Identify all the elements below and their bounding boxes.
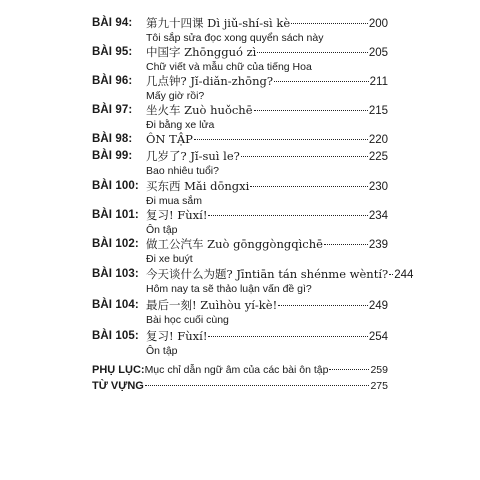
toc-entry-line <box>92 297 388 313</box>
dot-leader <box>145 385 370 386</box>
lesson-title: 第九十四课 Dì jiǔ-shí-sì kè <box>146 16 291 30</box>
toc-entry[interactable] <box>92 148 388 178</box>
lesson-subtitle: Ôn tập <box>146 345 178 357</box>
page-number: 211 <box>369 76 388 88</box>
lesson-subtitle: Đi mua sắm <box>146 195 203 207</box>
lesson-number: BÀI 99: <box>92 150 133 162</box>
toc-entry-line <box>92 178 388 194</box>
dot-leader <box>250 186 367 187</box>
lesson-title: ÔN TẬP <box>146 132 193 146</box>
dot-leader <box>291 23 368 24</box>
dot-leader <box>208 336 367 337</box>
lesson-subtitle: Mấy giờ rồi? <box>146 90 205 102</box>
lesson-title-row <box>146 102 388 119</box>
toc-entry-line <box>92 266 414 282</box>
dot-leader <box>324 244 368 245</box>
toc-entry[interactable] <box>92 266 414 296</box>
page-number: 275 <box>370 380 388 392</box>
toc-entry-line <box>92 102 388 118</box>
toc-entry-line <box>92 15 388 31</box>
toc-entry-line <box>92 328 388 344</box>
page-number: 205 <box>368 47 388 59</box>
dot-leader <box>254 110 368 111</box>
toc-entry[interactable] <box>92 328 388 358</box>
lesson-title-row <box>146 207 388 224</box>
toc-entry[interactable] <box>92 131 388 147</box>
toc-entry-line <box>92 207 388 223</box>
lesson-title-row <box>146 15 388 32</box>
dot-leader <box>274 81 369 82</box>
lesson-title-row <box>146 178 388 195</box>
page-number: 259 <box>370 364 388 376</box>
lesson-title-row <box>146 236 388 253</box>
page-number: 249 <box>368 300 388 312</box>
lesson-title-row <box>146 148 388 165</box>
dot-leader <box>241 156 368 157</box>
lesson-title-row <box>146 266 414 283</box>
dot-leader <box>329 369 369 370</box>
toc-entry[interactable] <box>92 236 388 266</box>
lesson-title-row <box>146 328 388 345</box>
page-number: 254 <box>368 331 388 343</box>
lesson-number: BÀI 100: <box>92 180 139 192</box>
toc-entry[interactable] <box>92 178 388 208</box>
lesson-subtitle: Đi bằng xe lửa <box>146 119 215 131</box>
toc-entry-line <box>92 131 388 147</box>
lesson-number: BÀI 101: <box>92 209 139 221</box>
dot-leader <box>208 215 367 216</box>
toc-entry[interactable] <box>92 15 388 45</box>
page-number: 200 <box>368 18 388 30</box>
lesson-subtitle: Ôn tập <box>146 224 178 236</box>
lesson-subtitle: Hôm nay ta sẽ thảo luận vấn đề gì? <box>146 283 312 295</box>
appendix-entry[interactable] <box>92 362 388 378</box>
lesson-title: 今天谈什么为题? Jīntiān tán shénme wèntí? <box>146 267 389 281</box>
lesson-title: 买东西 Mǎi dōngxi <box>146 179 250 193</box>
dot-leader <box>257 52 367 53</box>
lesson-title: 复习! Fùxí! <box>146 329 208 343</box>
dot-leader <box>389 274 393 275</box>
lesson-title: 复习! Fùxí! <box>146 208 208 222</box>
page-number: 225 <box>368 151 388 163</box>
section-description: Mục chỉ dẫn ngữ âm của các bài ôn tập <box>144 364 329 376</box>
vocabulary-entry[interactable] <box>92 378 388 394</box>
lesson-title: 坐火车 Zuò huǒchē <box>146 103 253 117</box>
lesson-title: 几岁了? Jǐ-suì le? <box>146 149 240 163</box>
page-number: 215 <box>368 105 388 117</box>
toc-entry-line <box>92 236 388 252</box>
lesson-subtitle: Chữ viết và mẫu chữ của tiếng Hoa <box>146 61 312 73</box>
section-label: PHỤ LỤC: <box>92 364 145 376</box>
lesson-subtitle: Đi xe buýt <box>146 253 193 265</box>
lesson-number: BÀI 94: <box>92 17 133 29</box>
lesson-number: BÀI 105: <box>92 330 139 342</box>
toc-entry-line <box>92 148 388 164</box>
lesson-title-row <box>146 44 388 61</box>
toc-entry[interactable] <box>92 44 388 74</box>
lesson-title: 几点钟? Jǐ-diǎn-zhōng? <box>146 74 274 88</box>
lesson-title-row <box>146 131 388 148</box>
section-label: TỪ VỰNG <box>92 380 144 392</box>
lesson-number: BÀI 104: <box>92 299 139 311</box>
page-number: 239 <box>368 239 388 251</box>
lesson-number: BÀI 102: <box>92 238 139 250</box>
dot-leader <box>278 305 368 306</box>
lesson-title: 最后一刻! Zuìhòu yí-kè! <box>146 298 278 312</box>
toc-entry-line <box>92 44 388 60</box>
toc-entry-line <box>92 73 388 89</box>
lesson-title: 做工公汽车 Zuò gōnggòngqìchē <box>146 237 323 251</box>
page-number: 220 <box>368 134 388 146</box>
lesson-number: BÀI 96: <box>92 75 133 87</box>
lesson-title-row <box>146 73 388 90</box>
lesson-number: BÀI 97: <box>92 104 133 116</box>
lesson-number: BÀI 98: <box>92 133 133 145</box>
lesson-subtitle: Tôi sắp sửa đọc xong quyển sách này <box>146 32 324 44</box>
lesson-title: 中国字 Zhōngguó zì <box>146 45 257 59</box>
lesson-title-row <box>146 297 388 314</box>
page-number: 234 <box>368 210 388 222</box>
page-number: 230 <box>368 181 388 193</box>
dot-leader <box>194 139 368 140</box>
lesson-number: BÀI 95: <box>92 46 133 58</box>
toc-entry[interactable] <box>92 297 388 327</box>
toc-entry[interactable] <box>92 102 388 132</box>
page-number: 244 <box>394 269 414 281</box>
toc-entry[interactable] <box>92 73 388 103</box>
toc-entry[interactable] <box>92 207 388 237</box>
lesson-subtitle: Bài học cuối cùng <box>146 314 229 326</box>
lesson-number: BÀI 103: <box>92 268 139 280</box>
lesson-subtitle: Bao nhiêu tuổi? <box>146 165 219 177</box>
